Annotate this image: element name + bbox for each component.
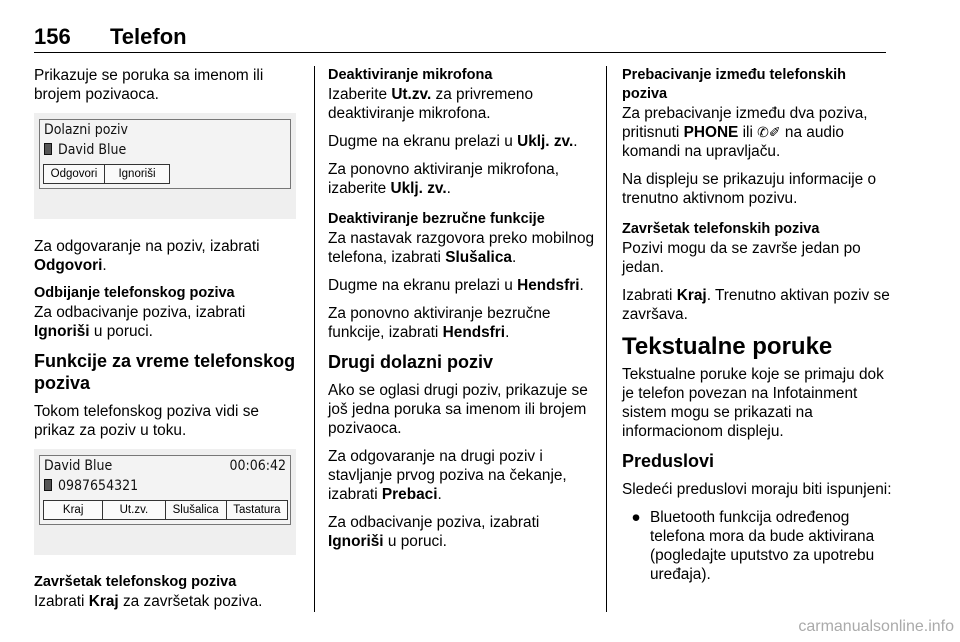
mic-reactivate-text: Za ponovno aktiviranje mikrofona, izaberite Uklj. zv..	[328, 161, 559, 197]
column-3	[622, 66, 892, 584]
steering-phone-icon: ✆✐	[757, 124, 781, 140]
sms-heading: Tekstualne poruke	[622, 333, 833, 360]
screen-caller-name: David Blue	[44, 458, 113, 474]
column-1	[34, 66, 304, 620]
page-header	[34, 20, 886, 53]
functions-heading: Funkcije za vreme telefonskog poziva	[34, 351, 296, 393]
bullet-icon: ●	[631, 509, 641, 526]
screen-number: 0987654321	[40, 476, 290, 496]
switch-heading: Prebacivanje između telefonskih poziva	[622, 67, 847, 102]
functions-text: Tokom telefonskog poziva vidi se prikaz za poziv u toku.	[34, 403, 259, 439]
ignore-button[interactable]: Ignoriši	[104, 164, 170, 184]
active-call-screen	[34, 449, 296, 555]
second-call-answer: Za odgovaranje na drugi poziv i stavljanje prvog poziva na čekanje, izabrati Prebaci.	[328, 448, 567, 503]
phone-icon	[44, 143, 52, 155]
handset-button[interactable]: Slušalica	[165, 500, 227, 520]
incoming-call-screen	[34, 113, 296, 219]
handsfree-heading: Deaktiviranje bezručne funkcije	[328, 211, 545, 227]
answer-instruction: Za odgovaranje na poziv, izabrati Odgovori.	[34, 238, 260, 274]
prereq-text: Sledeći preduslovi moraju biti ispunjeni:	[622, 481, 892, 498]
second-call-reject: Za odbacivanje poziva, izabrati Ignoriši u poruci.	[328, 514, 540, 550]
end-call-heading: Završetak telefonskog poziva	[34, 574, 237, 590]
end-calls-text: Pozivi mogu da se završe jedan po jedan.	[622, 240, 861, 276]
page-title: Telefon	[110, 24, 187, 49]
prereq-heading: Preduslovi	[622, 451, 715, 471]
second-call-text: Ako se oglasi drugi poziv, prikazuje se još jedna poruka sa imenom ili brojem pozivaoca.	[328, 382, 588, 437]
handsfree-reactivate-text: Za ponovno aktiviranje bezručne funkcije, izabrati Hendsfri.	[328, 305, 551, 341]
end-calls-instruction: Izabrati Kraj. Trenutno aktivan poziv se završava.	[622, 287, 890, 323]
handsfree-text: Za nastavak razgovora preko mobilnog telefona, izabrati Slušalica.	[328, 230, 595, 266]
mic-button-text: Dugme na ekranu prelazi u Uklj. zv..	[328, 133, 578, 150]
reject-text: Za odbacivanje poziva, izabrati Ignoriši u poruci.	[34, 304, 246, 340]
second-call-heading: Drugi dolazni poziv	[328, 352, 493, 372]
switch-text: Za prebacivanje između dva poziva, pritisnuti PHONE ili ✆✐ na audio komandi na upravljaču.	[622, 105, 868, 160]
column-2	[328, 66, 598, 560]
page-number: 156	[34, 24, 71, 49]
screen-caller: David Blue	[40, 140, 290, 160]
end-calls-heading: Završetak telefonskih poziva	[622, 221, 820, 237]
column-divider	[314, 66, 315, 612]
screen-title: Dolazni poziv	[44, 122, 128, 138]
list-item: ● Bluetooth funkcija određenog telefona mora da bude aktivirana (pogledajte uputstvo za upotrebu uređaja).	[622, 508, 892, 584]
phone-icon	[44, 479, 52, 491]
watermark: carmanualsonline.info	[798, 618, 954, 635]
mic-heading: Deaktiviranje mikrofona	[328, 67, 493, 83]
sms-text: Tekstualne poruke koje se primaju dok je telefon povezan na Infotainment sistem mogu se prikazati na informacionom displeju.	[622, 366, 884, 440]
handsfree-button-text: Dugme na ekranu prelazi u Hendsfri.	[328, 277, 584, 294]
mic-text: Izaberite Ut.zv. za privremeno deaktiviranje mikrofona.	[328, 86, 534, 122]
intro-text: Prikazuje se poruka sa imenom ili brojem pozivaoca.	[34, 67, 264, 103]
call-timer: 00:06:42	[229, 458, 286, 474]
end-call-button[interactable]: Kraj	[43, 500, 103, 520]
answer-button[interactable]: Odgovori	[43, 164, 105, 184]
end-call-text: Izabrati Kraj za završetak poziva.	[34, 593, 263, 610]
switch-info: Na displeju se prikazuju informacije o trenutno aktivnom pozivu.	[622, 171, 877, 207]
column-divider	[606, 66, 607, 612]
reject-heading: Odbijanje telefonskog poziva	[34, 285, 235, 301]
keypad-button[interactable]: Tastatura	[226, 500, 288, 520]
mute-button[interactable]: Ut.zv.	[102, 500, 165, 520]
